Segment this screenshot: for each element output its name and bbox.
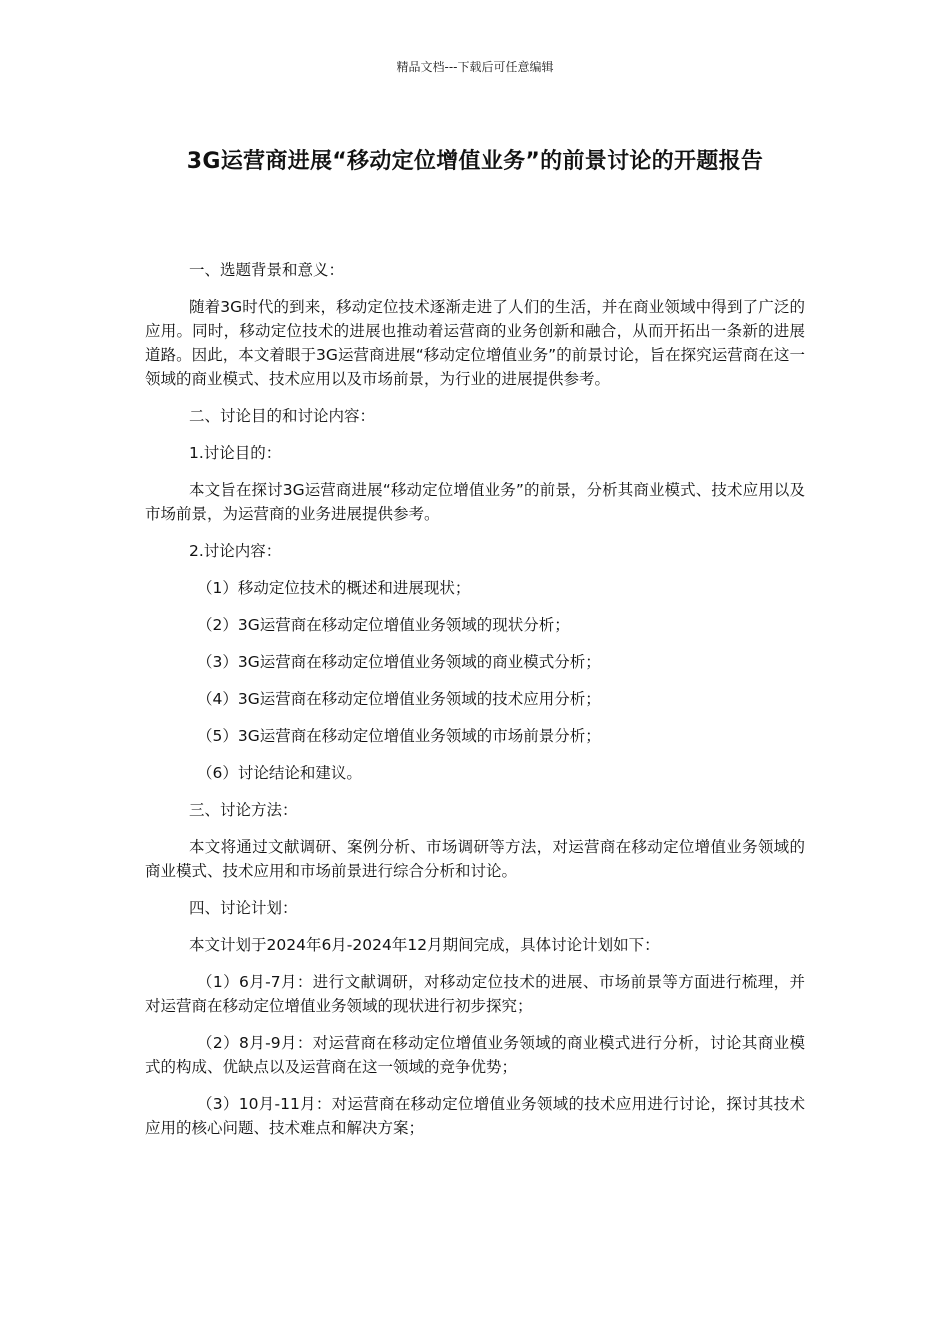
subsection-heading: 2.讨论内容： bbox=[189, 542, 282, 560]
header-note: 精品文档---下载后可任意编辑 bbox=[396, 60, 554, 74]
list-item: （3）10月-11月：对运营商在移动定位增值业务领域的技术应用进行讨论，探讨其技术应用的核心问题、技术难点和解决方案； bbox=[145, 1095, 805, 1137]
document-title: 3G运营商进展“移动定位增值业务”的前景讨论的开题报告 bbox=[186, 149, 764, 174]
list-item: （1）移动定位技术的概述和进展现状； bbox=[197, 579, 471, 597]
section-heading: 二、讨论目的和讨论内容： bbox=[189, 407, 376, 425]
section-heading: 四、讨论计划： bbox=[189, 899, 298, 917]
list-item: （1）6月-7月：进行文献调研，对移动定位技术的进展、市场前景等方面进行梳理，并对运营商在移动定位增值业务领域的现状进行初步探究； bbox=[145, 973, 805, 1015]
list-item: （3）3G运营商在移动定位增值业务领域的商业模式分析； bbox=[197, 653, 601, 671]
body-paragraph: 随着3G时代的到来，移动定位技术逐渐走进了人们的生活，并在商业领域中得到了广泛的应用。同时，移动定位技术的进展也推动着运营商的业务创新和融合，从而开拓出一条新的进展道路。因此，本文着眼于3G运营商进展“移动定位增值业务”的前景讨论，旨在探究运营商在这一领域的商业模式、技术应用以及市场前景，为行业的进展提供参考。 bbox=[145, 298, 805, 388]
list-item: （2）8月-9月：对运营商在移动定位增值业务领域的商业模式进行分析，讨论其商业模式的构成、优缺点以及运营商在这一领域的竞争优势； bbox=[145, 1034, 805, 1076]
list-item: （6）讨论结论和建议。 bbox=[197, 764, 362, 782]
document-body bbox=[145, 258, 805, 1153]
body-paragraph: 本文旨在探讨3G运营商进展“移动定位增值业务”的前景，分析其商业模式、技术应用以及市场前景，为运营商的业务进展提供参考。 bbox=[145, 481, 805, 523]
body-paragraph: 本文将通过文献调研、案例分析、市场调研等方法，对运营商在移动定位增值业务领域的商业模式、技术应用和市场前景进行综合分析和讨论。 bbox=[145, 838, 805, 880]
list-item: （2）3G运营商在移动定位增值业务领域的现状分析； bbox=[197, 616, 570, 634]
list-item: （4）3G运营商在移动定位增值业务领域的技术应用分析； bbox=[197, 690, 601, 708]
section-heading: 三、讨论方法： bbox=[189, 801, 298, 819]
body-paragraph: 本文计划于2024年6月-2024年12月期间完成，具体讨论计划如下： bbox=[189, 936, 660, 954]
subsection-heading: 1.讨论目的： bbox=[189, 444, 282, 462]
section-heading: 一、选题背景和意义： bbox=[189, 261, 345, 279]
list-item: （5）3G运营商在移动定位增值业务领域的市场前景分析； bbox=[197, 727, 601, 745]
